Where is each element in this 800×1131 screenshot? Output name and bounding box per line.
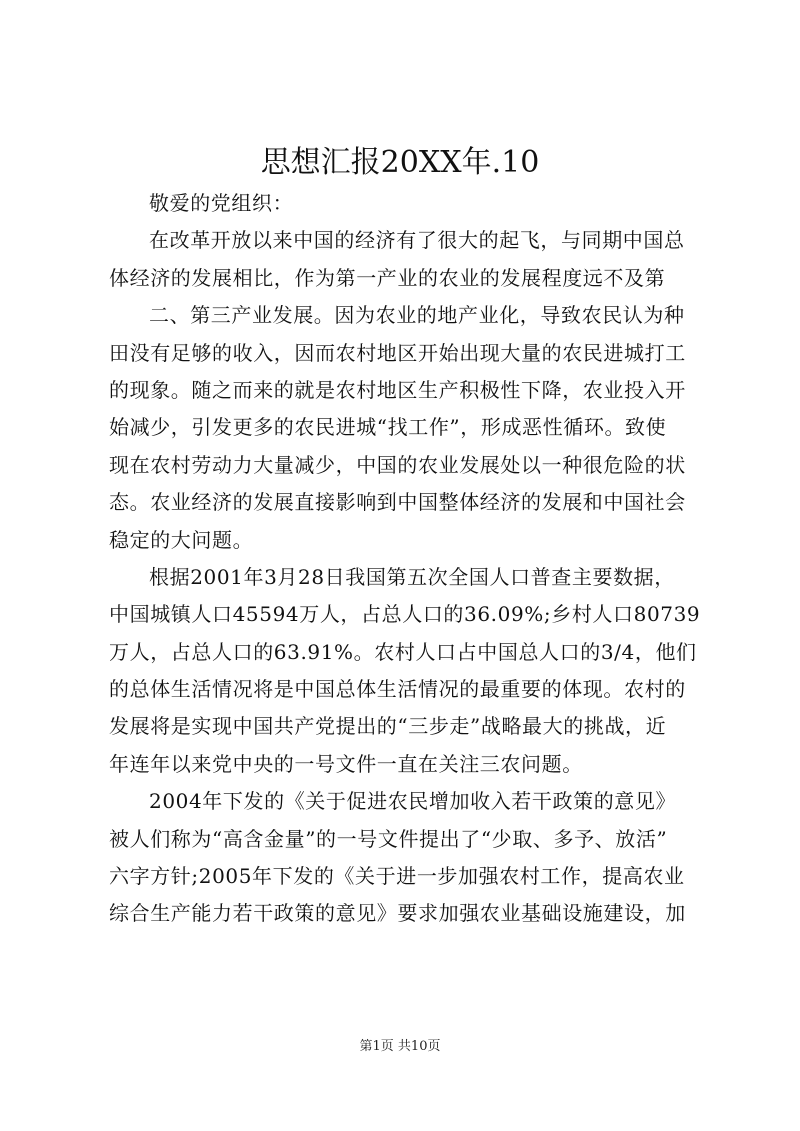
document-body: [109, 185, 701, 933]
text-line: 始减少，引发更多的农民进城“找工作”，形成恶性循环。致使: [109, 415, 667, 440]
text-line: 在改革开放以来中国的经济有了很大的起飞，与同期中国总: [149, 228, 685, 253]
text-line: 被人们称为“高含金量”的一号文件提出了“少取、多予、放活”: [109, 826, 668, 851]
text-line: 根据2001年3月28日我国第五次全国人口普查主要数据，: [149, 564, 675, 589]
text-line: 态。农业经济的发展直接影响到中国整体经济的发展和中国社会: [109, 490, 686, 515]
text-line: 的现象。随之而来的就是农村地区生产积极性下降，农业投入开: [109, 377, 686, 402]
text-line: 发展将是实现中国共产党提出的“三步走”战略最大的挑战，近: [109, 714, 667, 739]
text-line: 万人，占总人口的63.91%。农村人口占中国总人口的3/4，他们: [109, 639, 697, 664]
page-number-footer: 第1页 共10页: [359, 1039, 441, 1054]
text-line: 综合生产能力若干政策的意见》要求加强农业基础设施建设，加: [109, 901, 686, 926]
salutation-line: 敬爱的党组织：: [149, 191, 294, 215]
text-line: 的总体生活情况将是中国总体生活情况的最重要的体现。农村的: [109, 677, 686, 702]
text-line: 中国城镇人口45594万人，占总人口的36.09%;乡村人口80739: [109, 602, 701, 627]
text-line: 稳定的大问题。: [109, 527, 254, 552]
text-line: 田没有足够的收入，因而农村地区开始出现大量的农民进城打工: [109, 340, 686, 365]
text-line: 年连年以来党中央的一号文件一直在关注三农问题。: [109, 751, 583, 776]
text-line: 六字方针;2005年下发的《关于进一步加强农村工作，提高农业: [109, 864, 685, 889]
text-line: 体经济的发展相比，作为第一产业的农业的发展程度远不及第: [109, 265, 666, 290]
document-title: 思想汇报20XX年.10: [260, 145, 540, 180]
text-line: 2004年下发的《关于促进农民增加收入若干政策的意见》: [149, 789, 677, 814]
text-line: 现在农村劳动力大量减少，中国的农业发展处以一种很危险的状: [109, 452, 686, 477]
text-line: 二、第三产业发展。因为农业的地产业化，导致农民认为种: [149, 303, 685, 328]
